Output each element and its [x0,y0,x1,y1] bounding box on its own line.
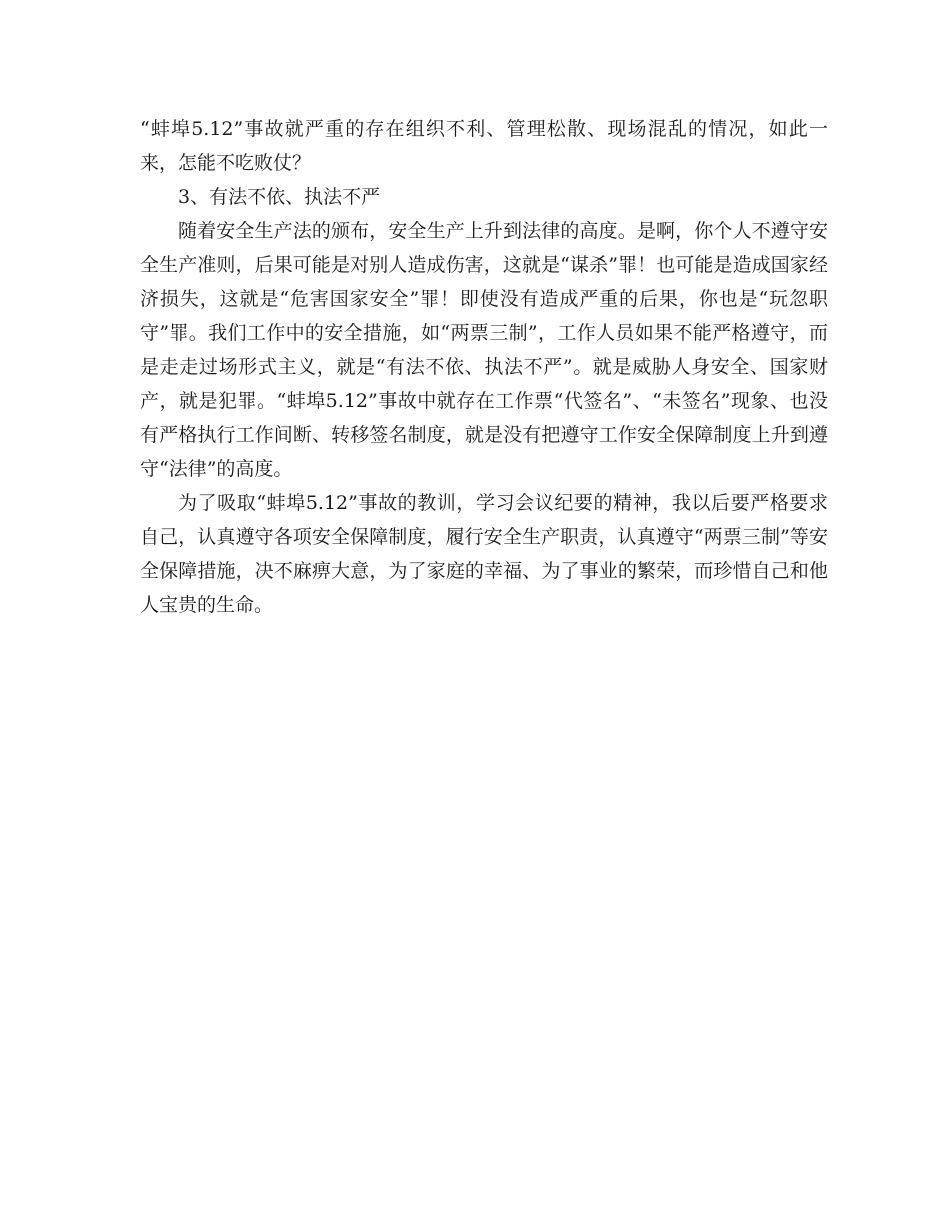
paragraph-law: 随着安全生产法的颁布，安全生产上升到法律的高度。是啊，你个人不遵守安全生产准则，后果可能是对别人造成伤害，这就是“谋杀”罪！也可能是造成国家经济损失，这就是“危害国家安全”罪！即使没有造成严重的后果，你也是“玩忽职守”罪。我们工作中的安全措施，如“两票三制”，工作人员如果不能严格遵守，而是走走过场形式主义，就是“有法不依、执法不严”。就是威胁人身安全、国家财产，就是犯罪。“蚌埠5.12”事故中就存在工作票“代签名”、“未签名”现象、也没有严格执行工作间断、转移签名制度，就是没有把遵守工作安全保障制度上升到遵守“法律”的高度。 [140,220,828,480]
document-body [140,112,828,622]
paragraph-conclusion: 为了吸取“蚌埠5.12”事故的教训，学习会议纪要的精神，我以后要严格要求自己，认真遵守各项安全保障制度，履行安全生产职责，认真遵守“两票三制”等安全保障措施，决不麻痹大意，为了家庭的幸福、为了事业的繁荣，而珍惜自己和他人宝贵的生命。 [140,492,828,616]
section-heading: 3、有法不依、执法不严 [178,186,381,208]
paragraph-continuation: “蚌埠5.12”事故就严重的存在组织不利、管理松散、现场混乱的情况，如此一来，怎能不吃败仗？ [140,118,828,174]
